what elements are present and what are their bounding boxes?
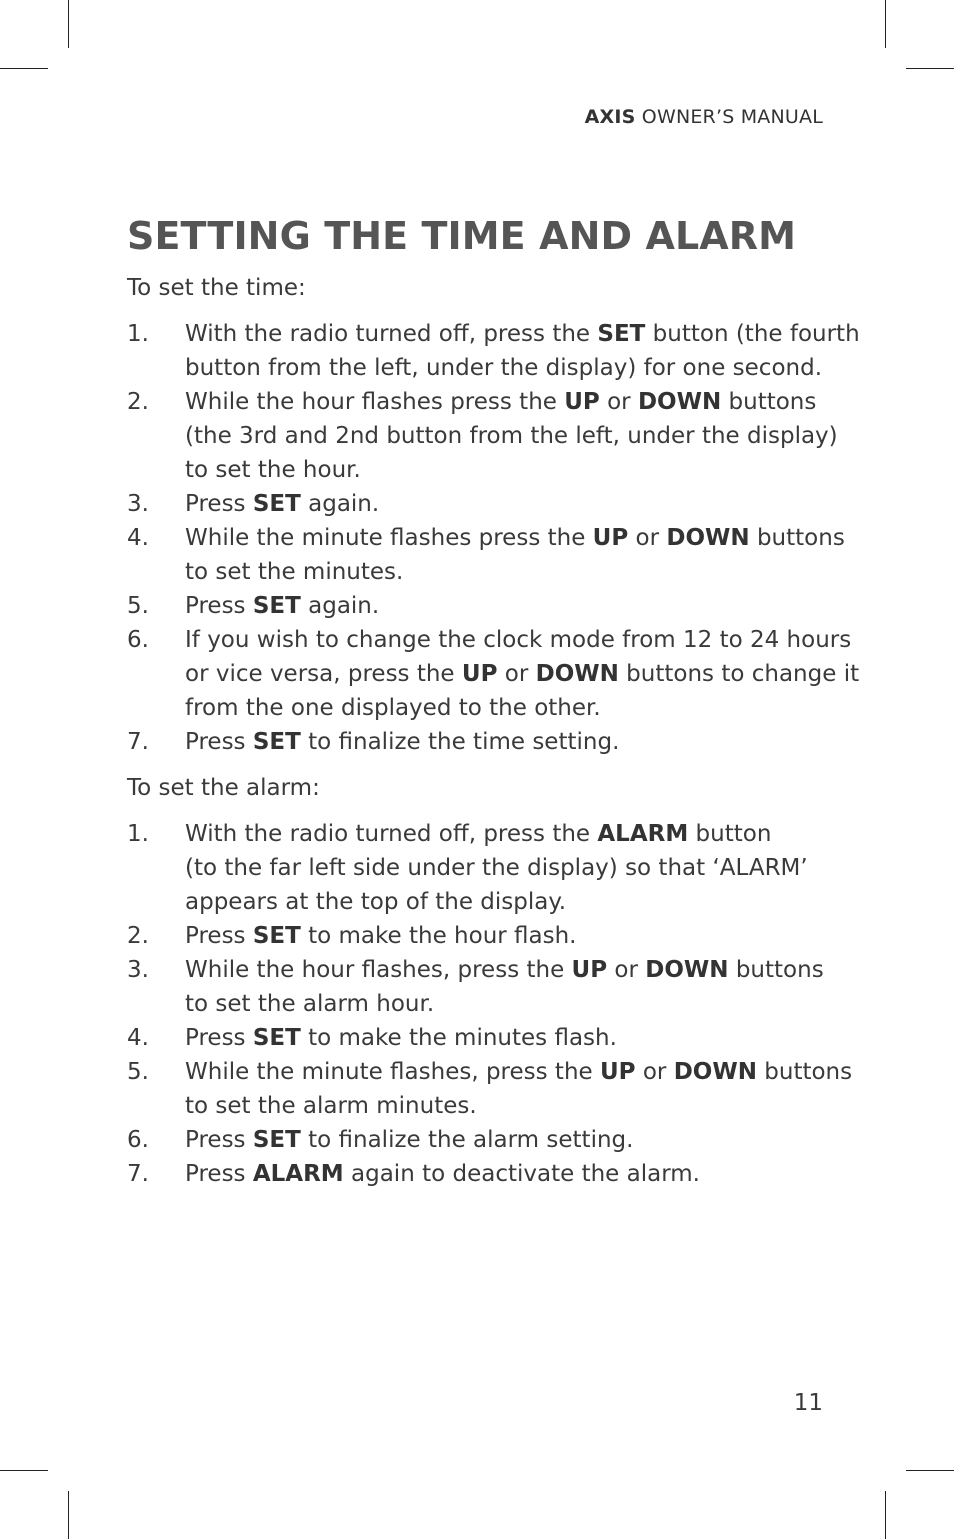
running-header xyxy=(585,106,823,128)
step-text: Press xyxy=(185,593,253,619)
button-name: SET xyxy=(252,1127,301,1153)
step-line xyxy=(185,987,827,1021)
step-text: Press xyxy=(185,923,253,949)
brand-name: AXIS xyxy=(584,106,636,128)
list-item xyxy=(127,919,827,953)
step-text: With the radio turned off, press the xyxy=(185,821,598,847)
step-text: again. xyxy=(300,491,380,517)
step-text: or xyxy=(497,661,536,687)
step-line xyxy=(185,317,860,351)
step-line xyxy=(185,1021,827,1055)
crop-mark-top-right-vertical xyxy=(885,0,886,48)
step-text: button xyxy=(688,821,772,847)
list-item xyxy=(127,1021,827,1055)
time-section xyxy=(127,317,860,759)
list-item xyxy=(127,1123,827,1157)
step-line xyxy=(185,851,827,885)
button-name: SET xyxy=(597,321,646,347)
list-item xyxy=(127,317,860,385)
button-name: SET xyxy=(252,729,301,755)
crop-mark-bottom-right-horizontal xyxy=(906,1470,954,1471)
step-text: or vice versa, press the xyxy=(185,661,462,687)
step-text: appears at the top of the display. xyxy=(185,889,567,915)
alarm-section xyxy=(127,817,853,1191)
step-text: to set the minutes. xyxy=(185,559,404,585)
step-text: buttons xyxy=(749,525,845,551)
step-line xyxy=(185,919,827,953)
manual-label: OWNER’S MANUAL xyxy=(635,106,823,128)
button-name: DOWN xyxy=(666,525,750,551)
step-text: While the hour flashes, press the xyxy=(185,957,572,983)
step-text: or xyxy=(635,1059,674,1085)
list-item xyxy=(127,1055,853,1123)
button-name: ALARM xyxy=(252,1161,344,1187)
button-name: DOWN xyxy=(645,957,729,983)
list-item xyxy=(127,589,827,623)
button-name: ALARM xyxy=(597,821,689,847)
list-item xyxy=(127,521,845,589)
step-text: buttons xyxy=(721,389,817,415)
button-name: UP xyxy=(571,957,608,983)
step-line xyxy=(185,885,827,919)
button-name: DOWN xyxy=(535,661,619,687)
step-text: to set the hour. xyxy=(185,457,361,483)
button-name: SET xyxy=(252,593,301,619)
step-line xyxy=(185,385,827,419)
step-text: If you wish to change the clock mode from 12 to 24 hours xyxy=(185,627,852,653)
step-text: to make the minutes flash. xyxy=(300,1025,617,1051)
step-text: or xyxy=(599,389,638,415)
button-name: SET xyxy=(252,923,301,949)
step-number: 5. xyxy=(127,1059,149,1085)
list-item xyxy=(127,817,827,919)
step-number: 7. xyxy=(127,1161,149,1187)
button-name: UP xyxy=(599,1059,636,1085)
alarm-steps-list xyxy=(127,817,853,1191)
list-item xyxy=(127,385,838,487)
crop-mark-bottom-left-vertical xyxy=(68,1491,69,1539)
step-text: Press xyxy=(185,1161,253,1187)
list-item xyxy=(127,1157,827,1191)
step-number: 4. xyxy=(127,1025,149,1051)
step-text: to finalize the alarm setting. xyxy=(300,1127,634,1153)
step-number: 5. xyxy=(127,593,149,619)
step-line xyxy=(185,487,827,521)
step-text: to set the alarm hour. xyxy=(185,991,435,1017)
step-line xyxy=(185,953,827,987)
button-name: UP xyxy=(592,525,629,551)
step-text: buttons xyxy=(756,1059,853,1085)
step-text: While the minute flashes, press the xyxy=(185,1059,600,1085)
step-text: or xyxy=(607,957,646,983)
button-name: UP xyxy=(564,389,600,415)
step-line xyxy=(185,725,827,759)
time-section-intro: To set the time: xyxy=(127,275,306,301)
step-number: 4. xyxy=(127,525,149,551)
step-number: 6. xyxy=(127,627,149,653)
step-text: Press xyxy=(185,491,253,517)
list-item xyxy=(127,487,827,521)
crop-mark-bottom-right-vertical xyxy=(885,1491,886,1539)
step-line xyxy=(185,657,860,691)
step-text: While the hour flashes press the xyxy=(185,389,565,415)
step-line xyxy=(185,1123,827,1157)
list-item xyxy=(127,725,827,759)
step-text: With the radio turned off, press the xyxy=(185,321,598,347)
alarm-section-intro: To set the alarm: xyxy=(127,775,320,801)
step-line xyxy=(185,453,827,487)
page-number: 11 xyxy=(793,1390,823,1416)
step-text: While the minute flashes press the xyxy=(185,525,593,551)
step-number: 3. xyxy=(127,491,149,517)
step-text: buttons xyxy=(728,957,824,983)
button-name: UP xyxy=(461,661,498,687)
time-section-intro-block xyxy=(127,271,827,305)
step-text: buttons to change it xyxy=(618,661,860,687)
step-number: 2. xyxy=(127,389,149,415)
step-text: from the one displayed to the other. xyxy=(185,695,601,721)
step-line xyxy=(185,521,845,555)
step-text: Press xyxy=(185,1127,253,1153)
step-text: (to the far left side under the display) so that ‘ALARM’ xyxy=(185,855,808,881)
crop-mark-top-right-horizontal xyxy=(906,68,954,69)
step-number: 1. xyxy=(127,821,149,847)
step-text: or xyxy=(628,525,667,551)
step-text: to finalize the time setting. xyxy=(300,729,620,755)
step-text: again. xyxy=(300,593,380,619)
step-number: 3. xyxy=(127,957,149,983)
step-number: 1. xyxy=(127,321,149,347)
step-line xyxy=(185,1089,827,1123)
button-name: SET xyxy=(252,491,301,517)
step-text: Press xyxy=(185,1025,253,1051)
step-text: to make the hour flash. xyxy=(300,923,577,949)
step-number: 7. xyxy=(127,729,149,755)
step-number: 2. xyxy=(127,923,149,949)
step-text: Press xyxy=(185,729,253,755)
step-text: to set the alarm minutes. xyxy=(185,1093,477,1119)
step-line xyxy=(185,1157,827,1191)
crop-mark-top-left-horizontal xyxy=(0,68,48,69)
step-line xyxy=(185,351,827,385)
crop-mark-bottom-left-horizontal xyxy=(0,1470,48,1471)
step-line xyxy=(185,817,827,851)
step-line xyxy=(185,691,827,725)
step-line xyxy=(185,555,827,589)
step-text: again to deactivate the alarm. xyxy=(343,1161,700,1187)
button-name: DOWN xyxy=(637,389,722,415)
step-number: 6. xyxy=(127,1127,149,1153)
time-steps-list xyxy=(127,317,860,759)
step-line xyxy=(185,623,852,657)
button-name: SET xyxy=(252,1025,301,1051)
step-text: (the 3rd and 2nd button from the left, under the display) xyxy=(185,423,838,449)
crop-mark-top-left-vertical xyxy=(68,0,69,48)
page-title: SETTING THE TIME AND ALARM xyxy=(127,214,797,258)
list-item xyxy=(127,623,860,725)
step-text: button (the fourth xyxy=(645,321,860,347)
step-line xyxy=(185,419,838,453)
step-line xyxy=(185,1055,853,1089)
step-line xyxy=(185,589,827,623)
list-item xyxy=(127,953,827,1021)
button-name: DOWN xyxy=(673,1059,757,1085)
step-text: button from the left, under the display) for one second. xyxy=(185,355,823,381)
alarm-section-intro-block xyxy=(127,771,827,805)
